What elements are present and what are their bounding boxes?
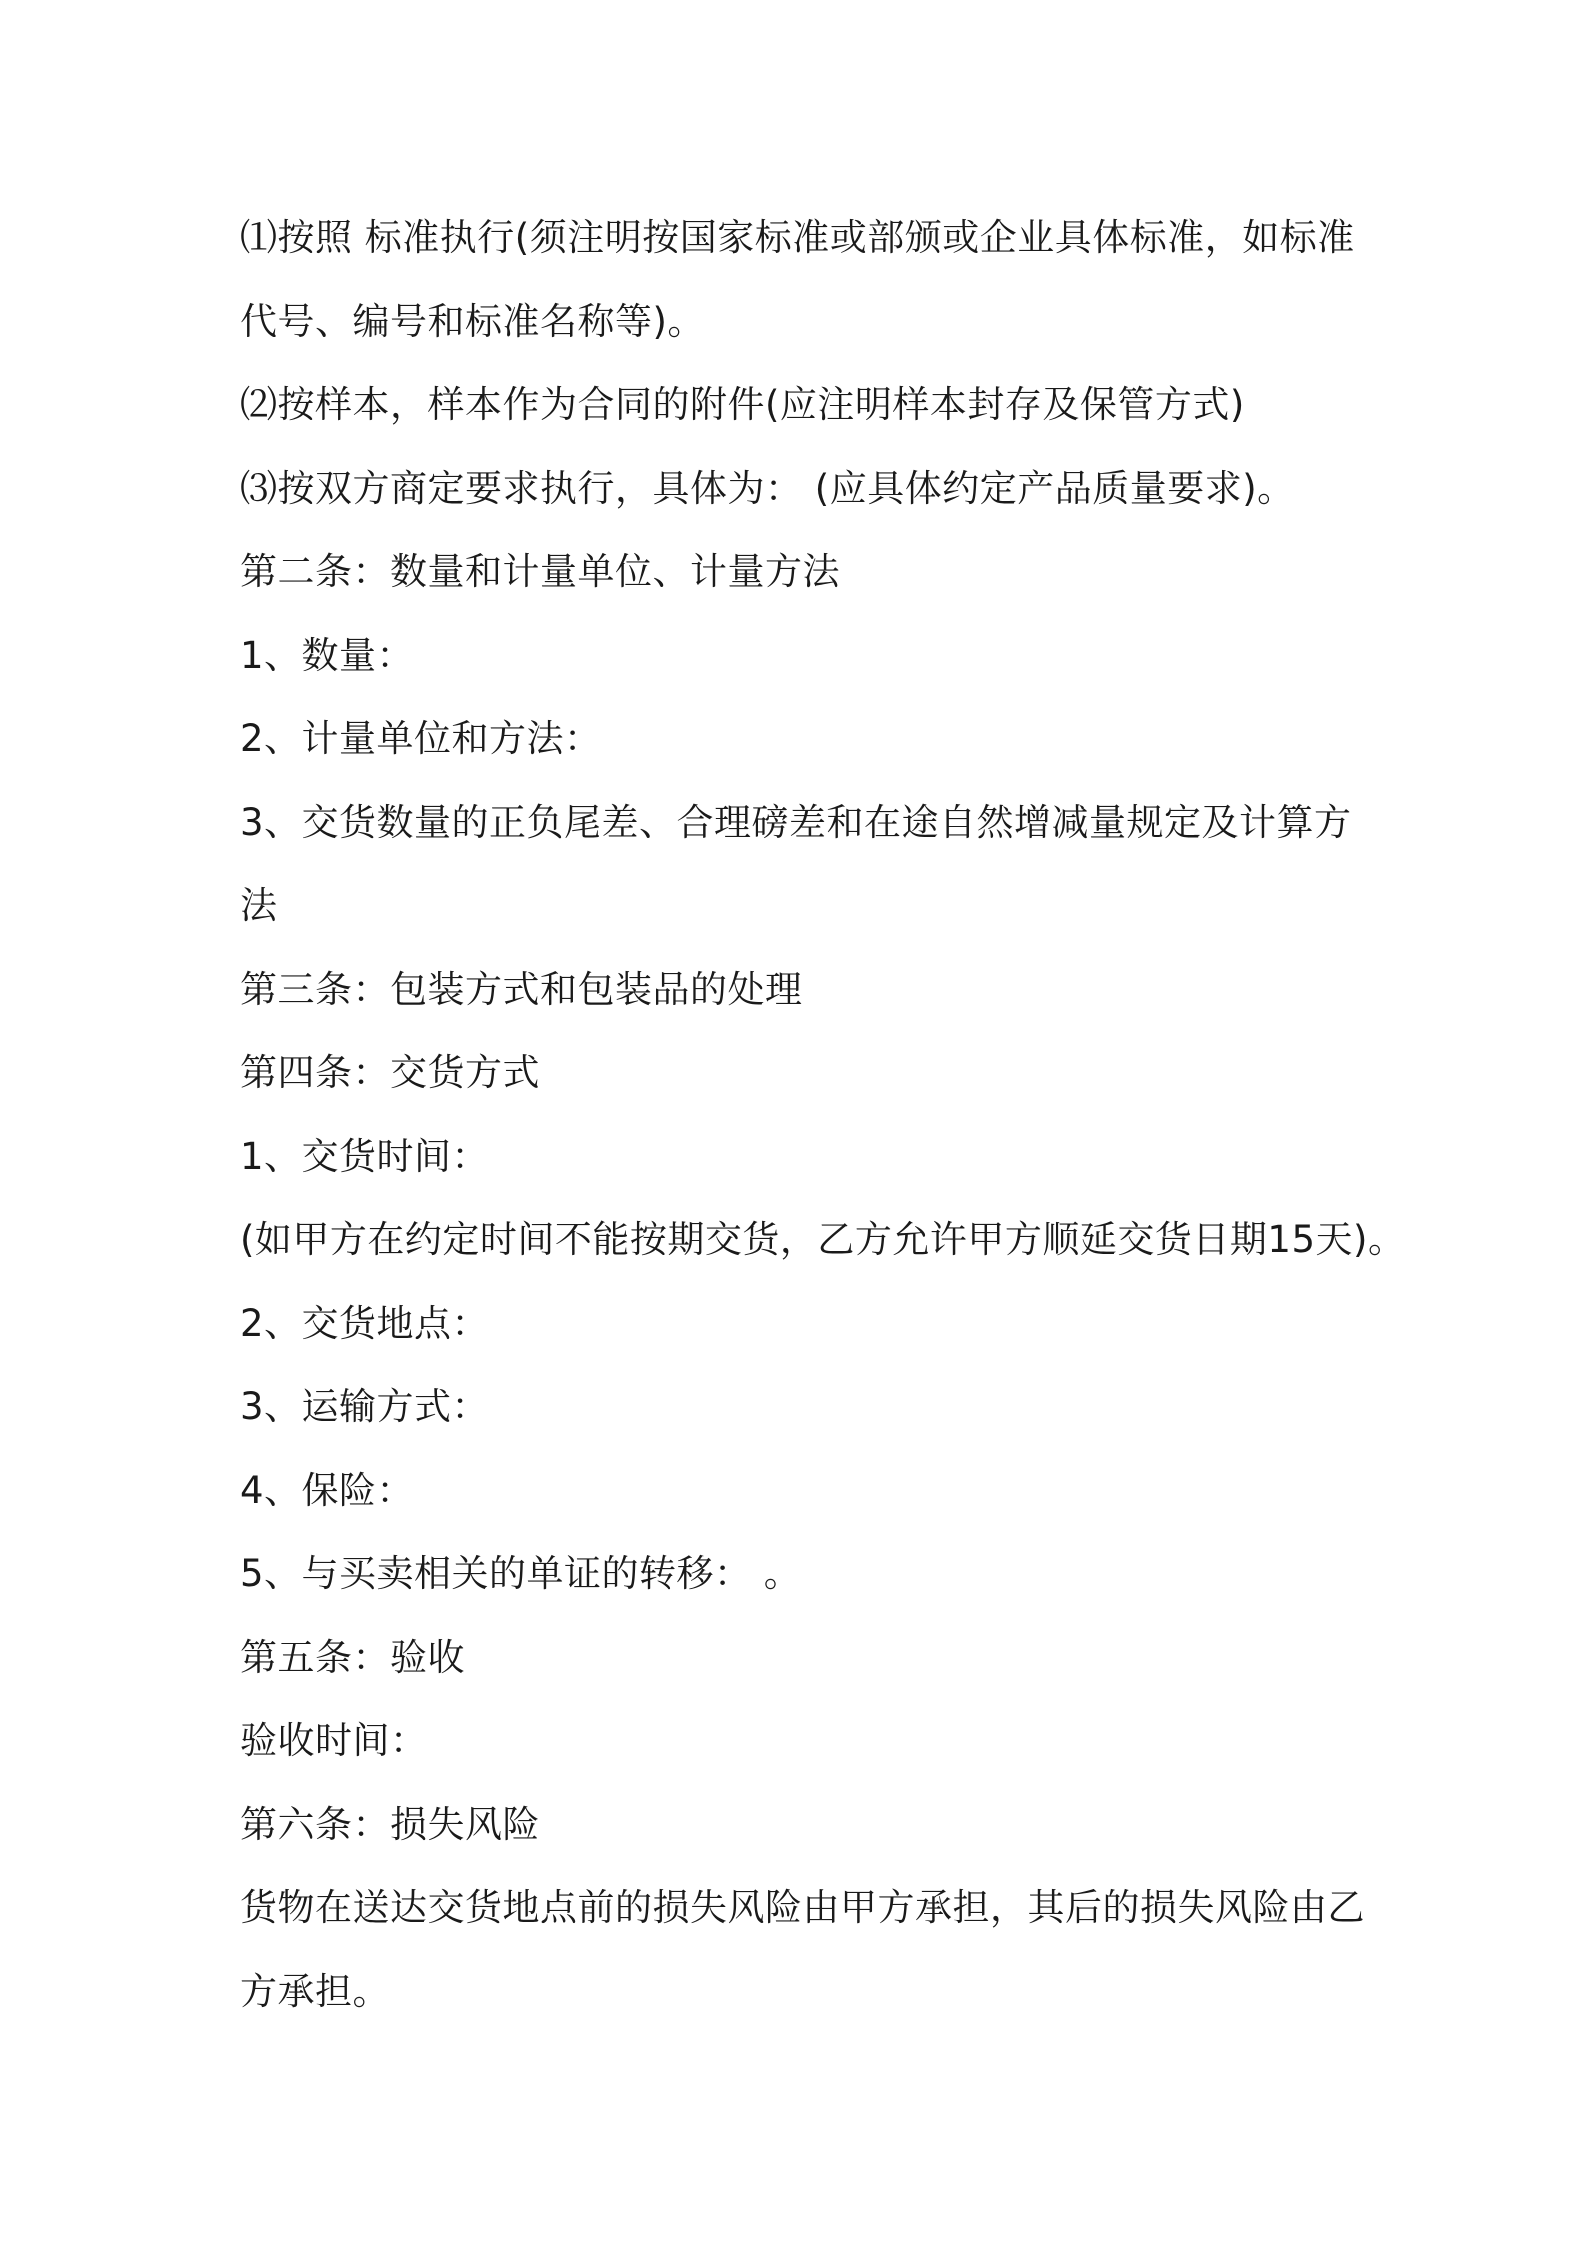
article-2-item-3: 3、交货数量的正负尾差、合理磅差和在途自然增减量规定及计算方 bbox=[240, 800, 1352, 844]
quality-standard-clause-3: ⑶按双方商定要求执行，具体为： (应具体约定产品质量要求)。 bbox=[240, 466, 1295, 510]
article-4-item-5: 5、与买卖相关的单证的转移： 。 bbox=[240, 1552, 802, 1595]
article-6-heading: 第六条：损失风险 bbox=[240, 1802, 540, 1846]
article-2-item-3-cont: 法 bbox=[240, 884, 278, 927]
article-5-heading: 第五条：验收 bbox=[240, 1635, 465, 1679]
article-2-heading: 第二条：数量和计量单位、计量方法 bbox=[240, 550, 840, 593]
quality-standard-clause-1-cont: 代号、编号和标准名称等)。 bbox=[240, 299, 705, 343]
article-4-item-3: 3、运输方式： bbox=[240, 1385, 490, 1428]
article-4-item-1-note: (如甲方在约定时间不能按期交货，乙方允许甲方顺延交货日期15天)。 bbox=[240, 1218, 1406, 1261]
article-5-acceptance-time: 验收时间： bbox=[240, 1719, 428, 1762]
contract-body-text bbox=[240, 196, 1406, 2033]
article-4-item-4: 4、保险： bbox=[240, 1468, 415, 1512]
quality-standard-clause-2: ⑵按样本，样本作为合同的附件(应注明样本封存及保管方式) bbox=[240, 383, 1245, 426]
article-4-item-1: 1、交货时间： bbox=[240, 1134, 490, 1178]
article-4-heading: 第四条：交货方式 bbox=[240, 1051, 540, 1094]
article-6-body-cont: 方承担。 bbox=[240, 1969, 390, 2013]
article-2-item-1: 1、数量： bbox=[240, 633, 415, 677]
quality-standard-clause-1: ⑴按照 标准执行(须注明按国家标准或部颁或企业具体标准，如标准 bbox=[240, 216, 1355, 259]
article-3-heading: 第三条：包装方式和包装品的处理 bbox=[240, 967, 803, 1011]
article-2-item-2: 2、计量单位和方法： bbox=[240, 717, 602, 760]
article-6-body: 货物在送达交货地点前的损失风险由甲方承担，其后的损失风险由乙 bbox=[240, 1886, 1365, 1929]
article-4-item-2: 2、交货地点： bbox=[240, 1301, 490, 1345]
